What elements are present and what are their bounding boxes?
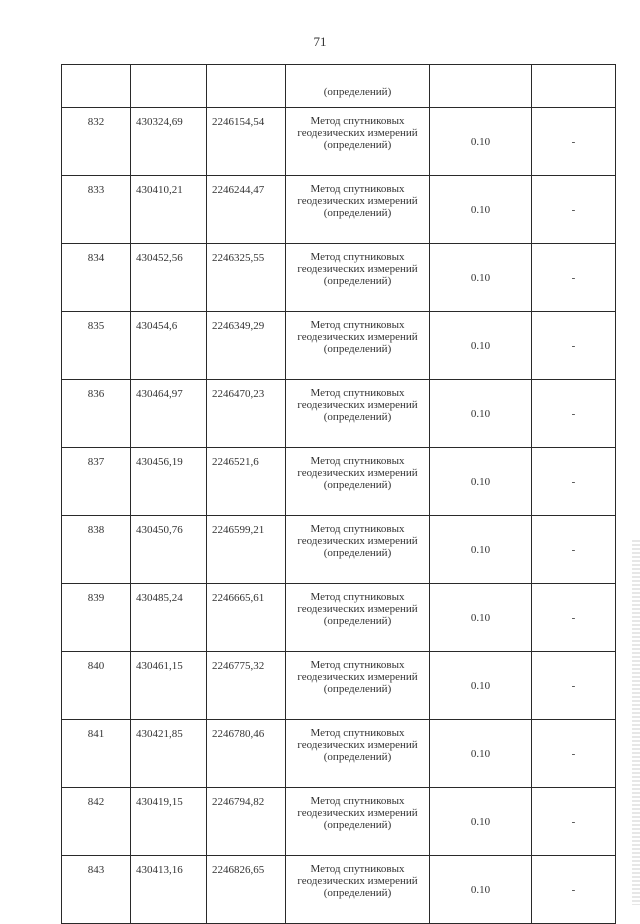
note-cell: - xyxy=(532,380,616,448)
method-cell xyxy=(286,176,430,244)
accuracy-cell: 0.10 xyxy=(430,244,532,312)
point-number-cell: 841 xyxy=(62,720,131,788)
accuracy-cell: 0.10 xyxy=(430,448,532,516)
note-cell: - xyxy=(532,856,616,924)
method-line: Метод спутниковых xyxy=(310,319,405,331)
method-line: Метод спутниковых xyxy=(310,523,405,535)
accuracy-cell: 0.10 xyxy=(430,720,532,788)
x-coordinate-cell: 430452,56 xyxy=(131,244,207,312)
table-row xyxy=(62,176,616,244)
method-line: Метод спутниковых xyxy=(310,183,405,195)
x-coordinate-cell xyxy=(131,65,207,108)
point-number-cell: 832 xyxy=(62,108,131,176)
method-line: Метод спутниковых xyxy=(310,387,405,399)
point-number-cell: 839 xyxy=(62,584,131,652)
method-line: (определений) xyxy=(323,139,392,151)
method-cell xyxy=(286,856,430,924)
table-row xyxy=(62,856,616,924)
x-coordinate-cell: 430454,6 xyxy=(131,312,207,380)
note-cell: - xyxy=(532,244,616,312)
y-coordinate-cell xyxy=(207,65,286,108)
x-coordinate-cell: 430410,21 xyxy=(131,176,207,244)
x-coordinate-cell: 430421,85 xyxy=(131,720,207,788)
point-number-cell: 843 xyxy=(62,856,131,924)
x-coordinate-cell: 430461,15 xyxy=(131,652,207,720)
coordinates-table-body xyxy=(62,65,616,924)
point-number-cell: 836 xyxy=(62,380,131,448)
point-number-cell: 842 xyxy=(62,788,131,856)
method-line: Метод спутниковых xyxy=(310,115,405,127)
y-coordinate-cell: 2246794,82 xyxy=(207,788,286,856)
page-number: 71 xyxy=(313,34,327,49)
point-number-cell: 835 xyxy=(62,312,131,380)
method-line: (определений) xyxy=(323,275,392,287)
x-coordinate-cell: 430413,16 xyxy=(131,856,207,924)
method-cell xyxy=(286,244,430,312)
accuracy-cell xyxy=(430,65,532,108)
method-cell xyxy=(286,788,430,856)
note-cell: - xyxy=(532,584,616,652)
method-cell xyxy=(286,652,430,720)
method-cell xyxy=(286,584,430,652)
y-coordinate-cell: 2246599,21 xyxy=(207,516,286,584)
accuracy-cell: 0.10 xyxy=(430,856,532,924)
accuracy-cell: 0.10 xyxy=(430,380,532,448)
table-row xyxy=(62,584,616,652)
method-cell: (определений) xyxy=(286,65,430,108)
scan-edge-artifact xyxy=(632,540,640,905)
method-line: геодезических измерений xyxy=(297,739,418,751)
y-coordinate-cell: 2246780,46 xyxy=(207,720,286,788)
point-number-cell: 833 xyxy=(62,176,131,244)
method-cell xyxy=(286,516,430,584)
table-row xyxy=(62,720,616,788)
point-number-cell: 834 xyxy=(62,244,131,312)
method-line: Метод спутниковых xyxy=(310,251,405,263)
note-cell: - xyxy=(532,788,616,856)
y-coordinate-cell: 2246349,29 xyxy=(207,312,286,380)
note-cell: - xyxy=(532,720,616,788)
point-number-cell: 840 xyxy=(62,652,131,720)
y-coordinate-cell: 2246244,47 xyxy=(207,176,286,244)
method-cell xyxy=(286,312,430,380)
accuracy-cell: 0.10 xyxy=(430,176,532,244)
table-row xyxy=(62,380,616,448)
method-line: (определений) xyxy=(323,547,392,559)
note-cell: - xyxy=(532,652,616,720)
x-coordinate-cell: 430419,15 xyxy=(131,788,207,856)
method-line: (определений) xyxy=(323,887,392,899)
y-coordinate-cell: 2246665,61 xyxy=(207,584,286,652)
accuracy-cell: 0.10 xyxy=(430,652,532,720)
point-number-cell: 838 xyxy=(62,516,131,584)
y-coordinate-cell: 2246325,55 xyxy=(207,244,286,312)
table-row xyxy=(62,108,616,176)
table-row xyxy=(62,516,616,584)
y-coordinate-cell: 2246775,32 xyxy=(207,652,286,720)
method-line: геодезических измерений xyxy=(297,875,418,887)
method-line: (определений) xyxy=(323,343,392,355)
x-coordinate-cell: 430464,97 xyxy=(131,380,207,448)
note-cell: - xyxy=(532,312,616,380)
method-line: (определений) xyxy=(323,683,392,695)
method-line: (определений) xyxy=(323,479,392,491)
method-line: (определений) xyxy=(323,615,392,627)
table-row xyxy=(62,788,616,856)
method-line: Метод спутниковых xyxy=(310,795,405,807)
y-coordinate-cell: 2246521,6 xyxy=(207,448,286,516)
x-coordinate-cell: 430450,76 xyxy=(131,516,207,584)
method-line: геодезических измерений xyxy=(297,399,418,411)
note-cell: - xyxy=(532,108,616,176)
accuracy-cell: 0.10 xyxy=(430,788,532,856)
method-line: Метод спутниковых xyxy=(310,455,405,467)
table-row xyxy=(62,312,616,380)
method-cell xyxy=(286,380,430,448)
coordinates-table xyxy=(61,64,616,924)
method-line: Метод спутниковых xyxy=(310,863,405,875)
method-line: геодезических измерений xyxy=(297,195,418,207)
method-line: Метод спутниковых xyxy=(310,727,405,739)
method-line: геодезических измерений xyxy=(297,467,418,479)
method-line: геодезических измерений xyxy=(297,603,418,615)
x-coordinate-cell: 430324,69 xyxy=(131,108,207,176)
x-coordinate-cell: 430456,19 xyxy=(131,448,207,516)
note-cell xyxy=(532,65,616,108)
point-number-cell xyxy=(62,65,131,108)
y-coordinate-cell: 2246154,54 xyxy=(207,108,286,176)
method-line: (определений) xyxy=(323,751,392,763)
accuracy-cell: 0.10 xyxy=(430,312,532,380)
method-cell xyxy=(286,720,430,788)
method-cell xyxy=(286,448,430,516)
method-line: (определений) xyxy=(323,207,392,219)
accuracy-cell: 0.10 xyxy=(430,108,532,176)
method-line: (определений) xyxy=(323,819,392,831)
method-line: геодезических измерений xyxy=(297,263,418,275)
method-line: Метод спутниковых xyxy=(310,591,405,603)
table-row xyxy=(62,652,616,720)
table-row xyxy=(62,244,616,312)
method-cell xyxy=(286,108,430,176)
table-row-carryover xyxy=(62,65,616,108)
note-cell: - xyxy=(532,516,616,584)
accuracy-cell: 0.10 xyxy=(430,584,532,652)
accuracy-cell: 0.10 xyxy=(430,516,532,584)
note-cell: - xyxy=(532,176,616,244)
method-line: геодезических измерений xyxy=(297,807,418,819)
note-cell: - xyxy=(532,448,616,516)
method-line: геодезических измерений xyxy=(297,127,418,139)
method-line: геодезических измерений xyxy=(297,671,418,683)
method-line: геодезических измерений xyxy=(297,331,418,343)
method-line: (определений) xyxy=(323,411,392,423)
method-line: геодезических измерений xyxy=(297,535,418,547)
x-coordinate-cell: 430485,24 xyxy=(131,584,207,652)
point-number-cell: 837 xyxy=(62,448,131,516)
y-coordinate-cell: 2246470,23 xyxy=(207,380,286,448)
y-coordinate-cell: 2246826,65 xyxy=(207,856,286,924)
table-row xyxy=(62,448,616,516)
method-line: Метод спутниковых xyxy=(310,659,405,671)
